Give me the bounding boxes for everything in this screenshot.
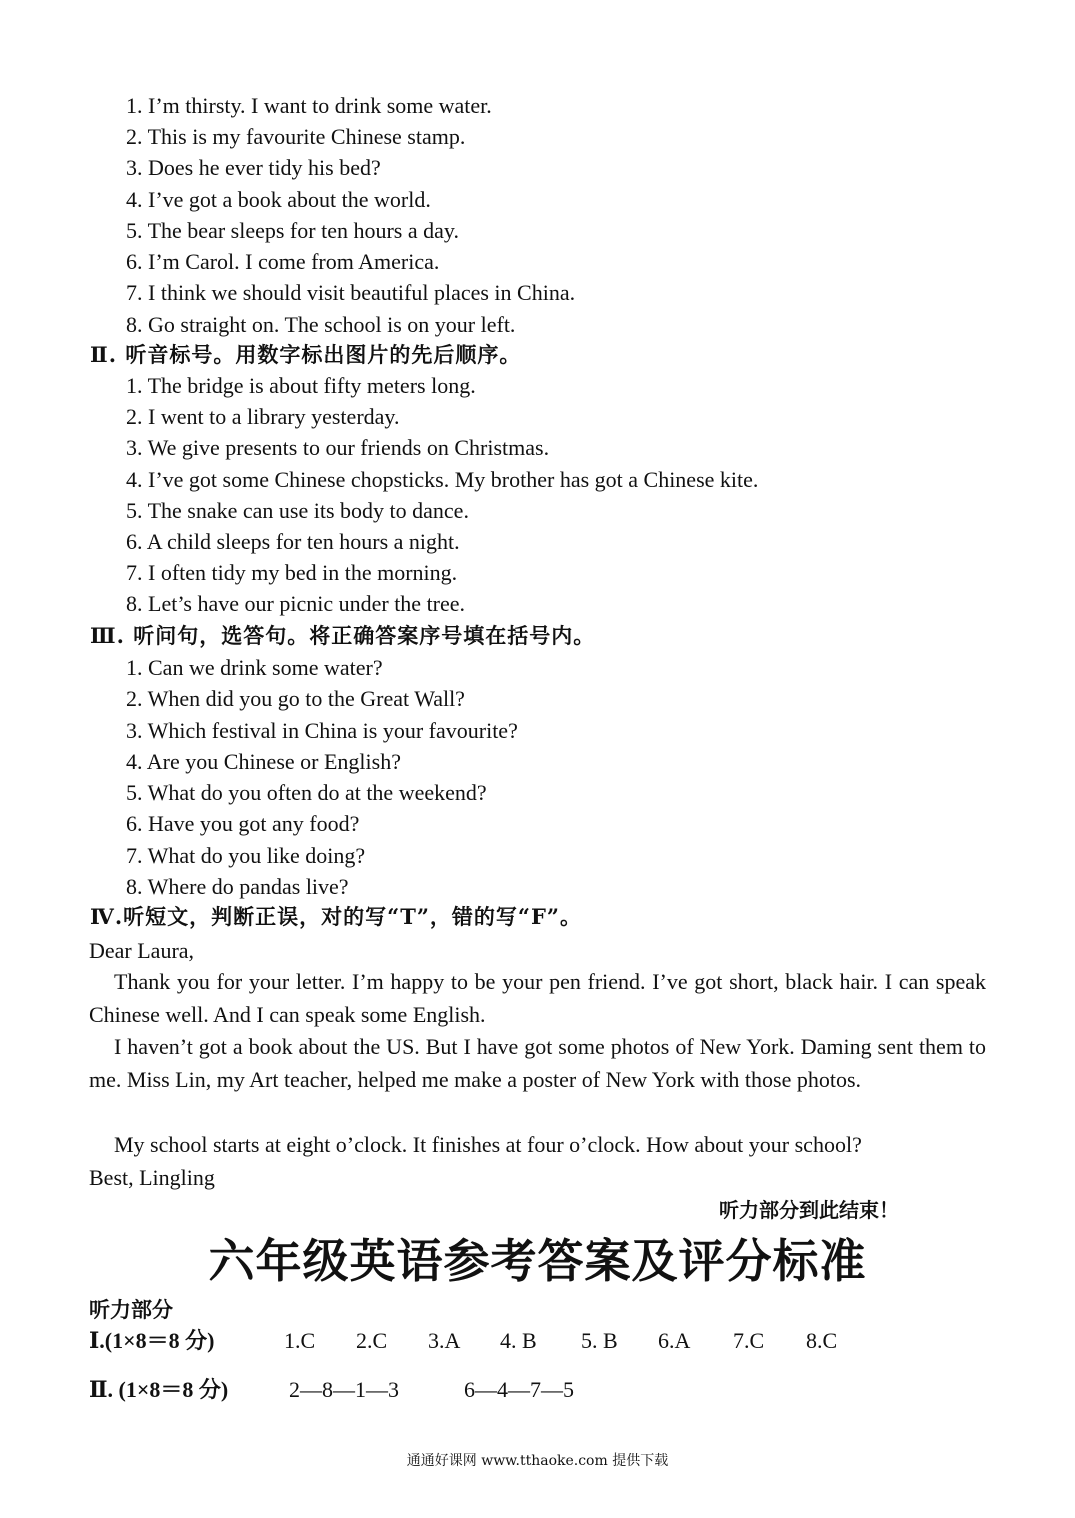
list-item: 4. I’ve got some Chinese chopsticks. My brother has got a Chinese kite.: [126, 467, 759, 492]
answer-value: 1.C: [284, 1328, 316, 1353]
list-item: 7. What do you like doing?: [126, 843, 366, 868]
list-item: 5. The bear sleeps for ten hours a day.: [126, 218, 459, 243]
letter-paragraph: I haven’t got a book about the US. But I have got some photos of New York. Daming sent them to me. Miss Lin, my Art teacher, helped me make a poster of New York with those photos.: [89, 1034, 986, 1092]
list-item: 5. What do you often do at the weekend?: [126, 780, 487, 805]
answer-value: 6—4—7—5: [464, 1377, 574, 1402]
answer-row-label: Ⅰ.(1×8＝8 分): [89, 1328, 215, 1353]
page-footer: 通通好课网 www.tthaoke.com 提供下载: [406, 1453, 669, 1469]
list-item: 2. This is my favourite Chinese stamp.: [126, 124, 466, 149]
list-item: 6. Have you got any food?: [126, 811, 360, 836]
section4-heading: Ⅳ.听短文，判断正误，对的写“T”，错的写“F”。: [90, 904, 582, 929]
answer-value: 7.C: [733, 1328, 765, 1353]
list-item: 8. Let’s have our picnic under the tree.: [126, 591, 466, 616]
answer-row-label: Ⅱ. (1×8＝8 分): [89, 1377, 229, 1402]
list-item: 3. Does he ever tidy his bed?: [126, 155, 381, 180]
page-title: 六年级英语参考答案及评分标准: [208, 1234, 867, 1288]
letter-greeting: Dear Laura,: [89, 938, 195, 963]
list-item: 8. Where do pandas live?: [126, 874, 349, 899]
list-item: 7. I think we should visit beautiful places in China.: [126, 280, 576, 305]
letter-paragraph: Thank you for your letter. I’m happy to be your pen friend. I’ve got short, black hair. I can speak Chinese well. And I can speak some English.: [89, 969, 986, 1027]
answer-subtitle: 听力部分: [89, 1297, 173, 1322]
list-item: 5. The snake can use its body to dance.: [126, 498, 469, 523]
section2-heading: Ⅱ. 听音标号。用数字标出图片的先后顺序。: [90, 342, 522, 367]
list-item: 4. I’ve got a book about the world.: [126, 187, 431, 212]
letter-paragraph: My school starts at eight o’clock. It finishes at four o’clock. How about your school?: [114, 1132, 862, 1157]
list-item: 3. We give presents to our friends on Christmas.: [126, 435, 550, 460]
list-item: 3. Which festival in China is your favourite?: [126, 718, 518, 743]
answer-value: 3.A: [428, 1328, 461, 1353]
list-item: 1. I’m thirsty. I want to drink some water.: [126, 93, 492, 118]
list-item: 6. A child sleeps for ten hours a night.: [126, 529, 460, 554]
list-item: 7. I often tidy my bed in the morning.: [126, 560, 458, 585]
list-item: 6. I’m Carol. I come from America.: [126, 249, 440, 274]
answer-value: 4. B: [500, 1328, 537, 1353]
answer-value: 5. B: [581, 1328, 618, 1353]
list-item: 1. Can we drink some water?: [126, 655, 383, 680]
list-item: 2. When did you go to the Great Wall?: [126, 686, 465, 711]
section3-heading: Ⅲ. 听问句，选答句。将正确答案序号填在括号内。: [90, 623, 596, 648]
letter-signoff: Best, Lingling: [89, 1165, 215, 1190]
list-item: 1. The bridge is about fifty meters long.: [126, 373, 476, 398]
end-note: 听力部分到此结束！: [719, 1198, 899, 1222]
answer-value: 2—8—1—3: [289, 1377, 399, 1402]
list-item: 2. I went to a library yesterday.: [126, 404, 400, 429]
answer-value: 8.C: [806, 1328, 838, 1353]
list-item: 8. Go straight on. The school is on your left.: [126, 312, 516, 337]
answer-value: 6.A: [658, 1328, 691, 1353]
list-item: 4. Are you Chinese or English?: [126, 749, 401, 774]
answer-value: 2.C: [356, 1328, 388, 1353]
